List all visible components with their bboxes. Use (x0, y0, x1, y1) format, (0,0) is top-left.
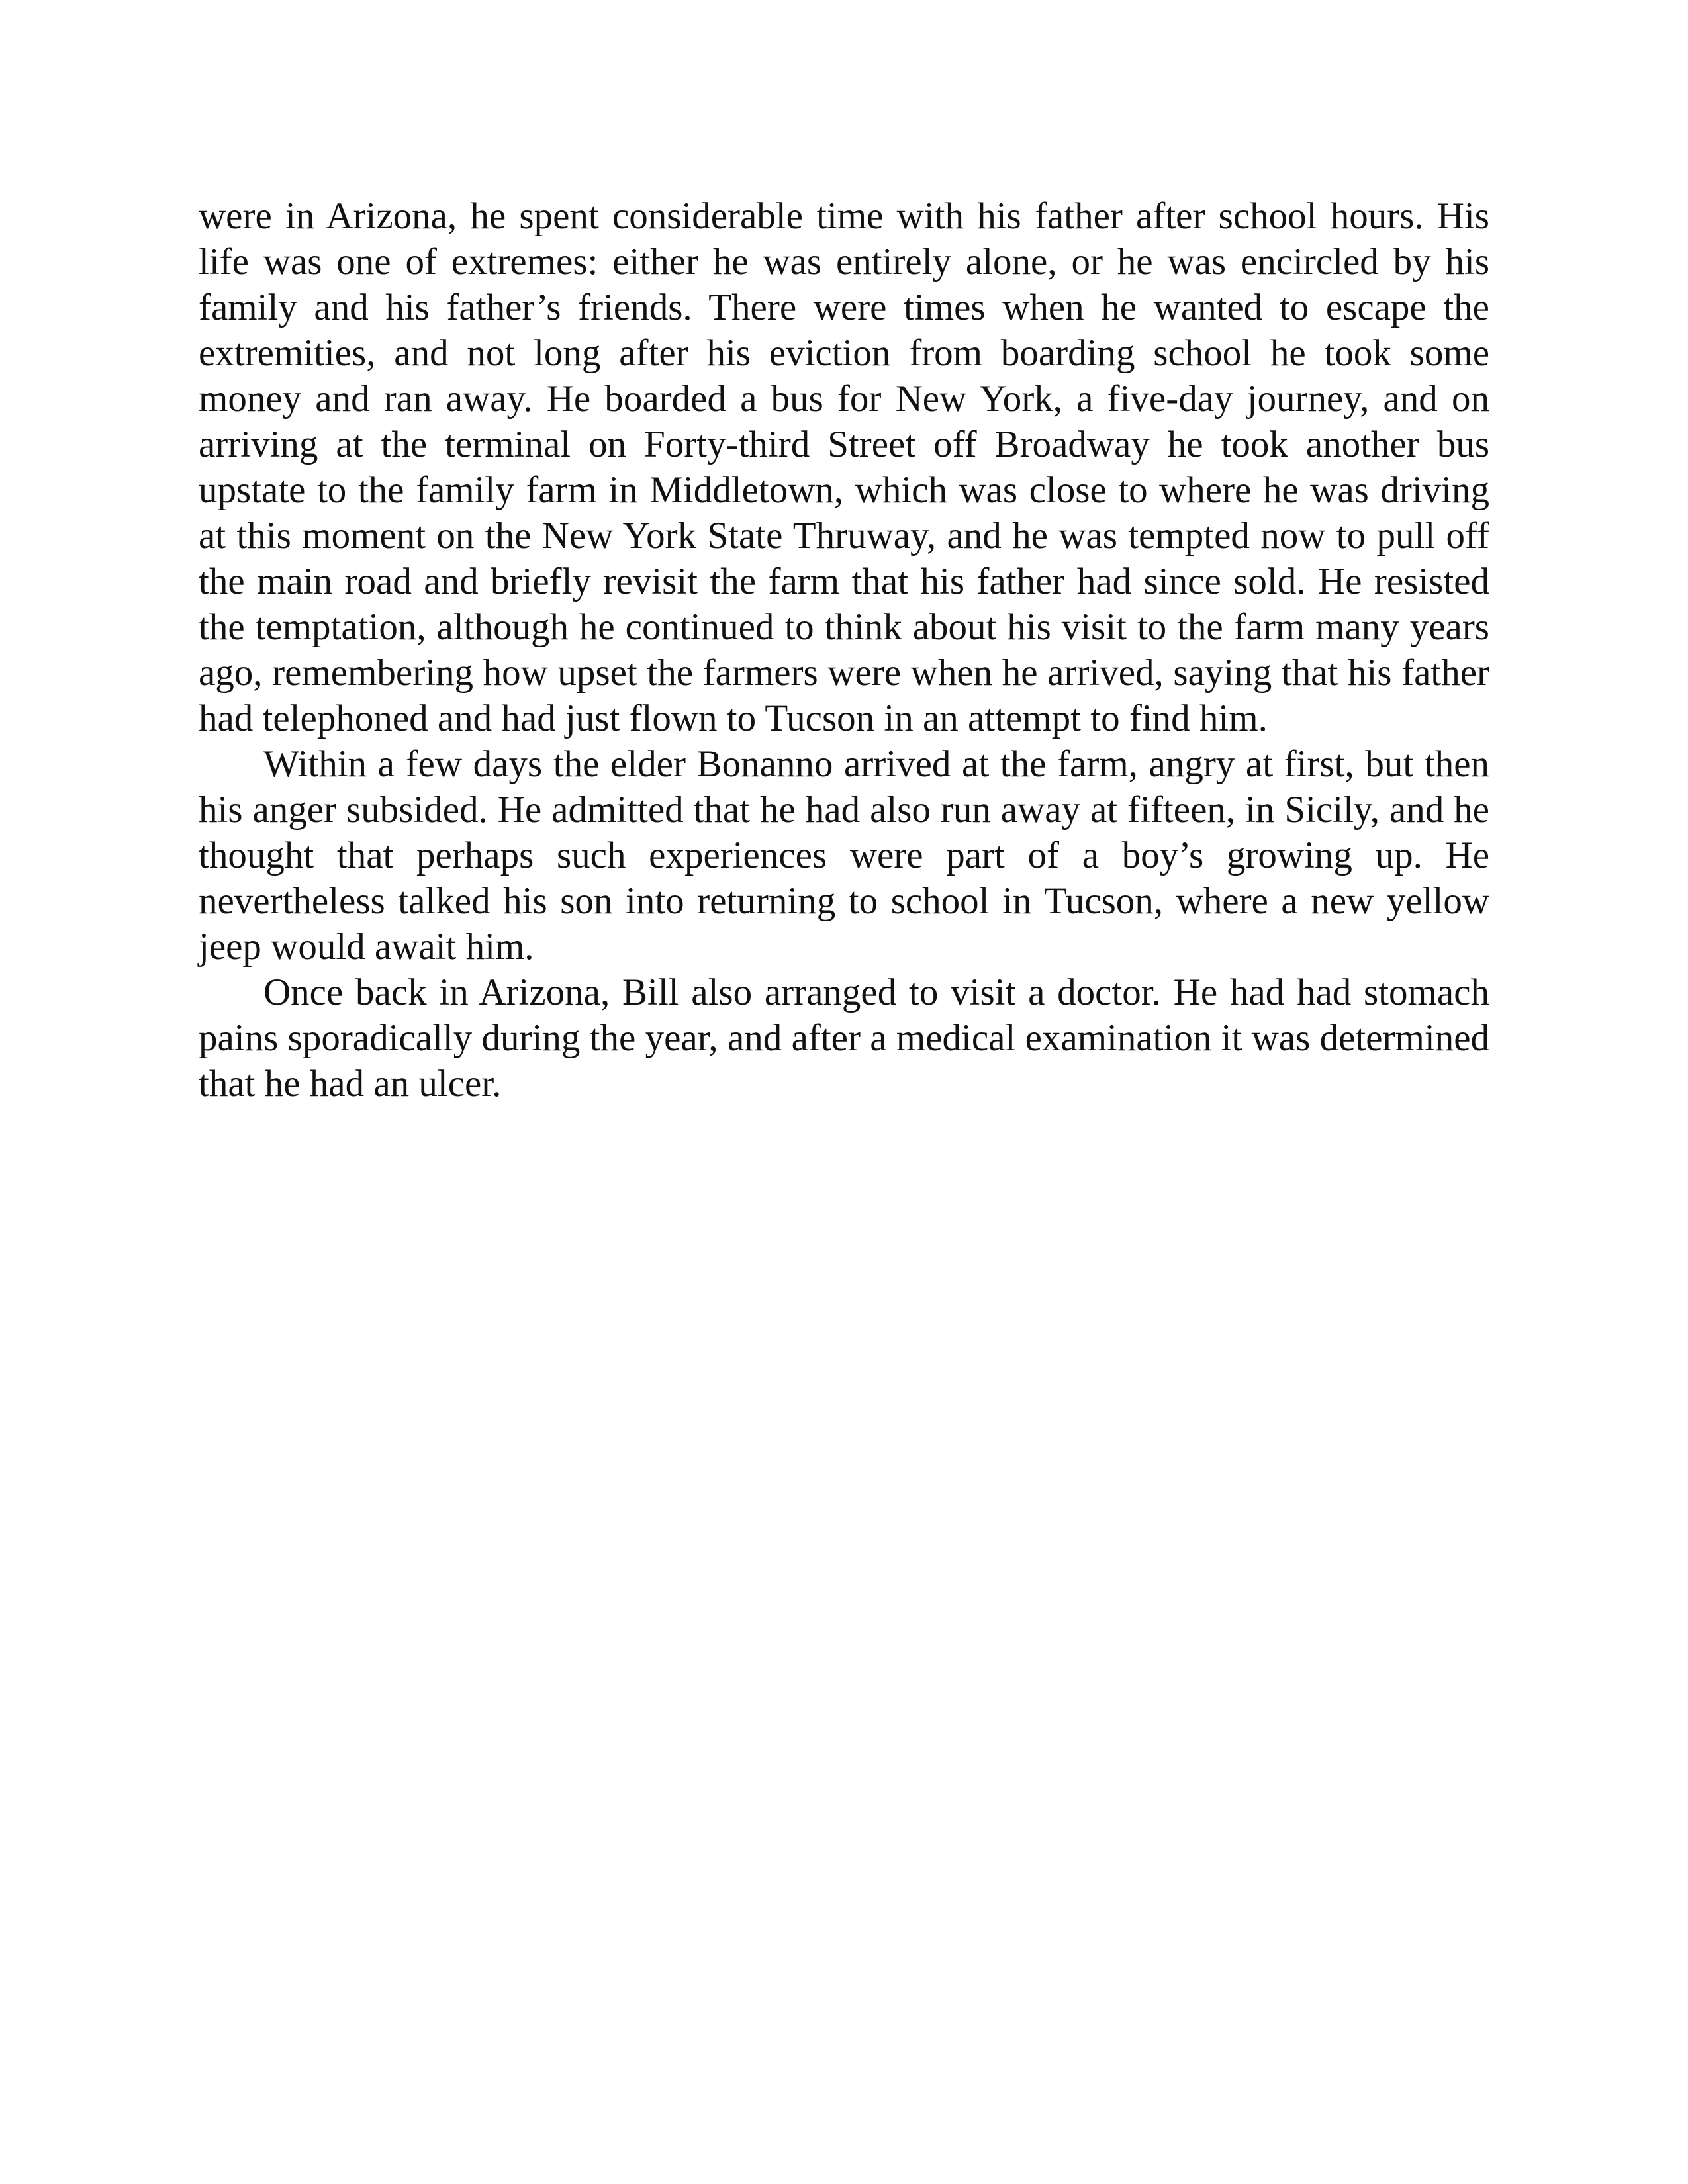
paragraph-continuation: were in Arizona, he spent considerable time with his father after school hours. His life was one of extremes: either he was entirely alone, or he was encircled by his family and his father’s friends. There were times when he wanted to escape the extremities, and not long after his eviction from boarding school he took some money and ran away. He boarded a bus for New York, a five-day journey, and on arriving at the terminal on Forty-third Street off Broadway he took another bus upstate to the family farm in Middletown, which was close to where he was driving at this moment on the New York State Thruway, and he was tempted now to pull off the main road and briefly revisit the farm that his father had since sold. He resisted the temptation, although he continued to think about his visit to the farm many years ago, remembering how upset the farmers were when he arrived, saying that his father had telephoned and had just flown to Tucson in an attempt to find him. (199, 195, 1489, 739)
paragraph-doctor-visit: Once back in Arizona, Bill also arranged to visit a doctor. He had had stomach pains sporadically during the year, and after a medical examination it was determined that he had an ulcer. (199, 972, 1489, 1105)
body-text (199, 193, 1489, 1107)
paragraph-bonanno-arrival: Within a few days the elder Bonanno arrived at the farm, angry at first, but then his anger subsided. He admitted that he had also run away at fifteen, in Sicily, and he thought that perhaps such experiences were part of a boy’s growing up. He nevertheless talked his son into returning to school in Tucson, where a new yellow jeep would await him. (199, 743, 1489, 968)
